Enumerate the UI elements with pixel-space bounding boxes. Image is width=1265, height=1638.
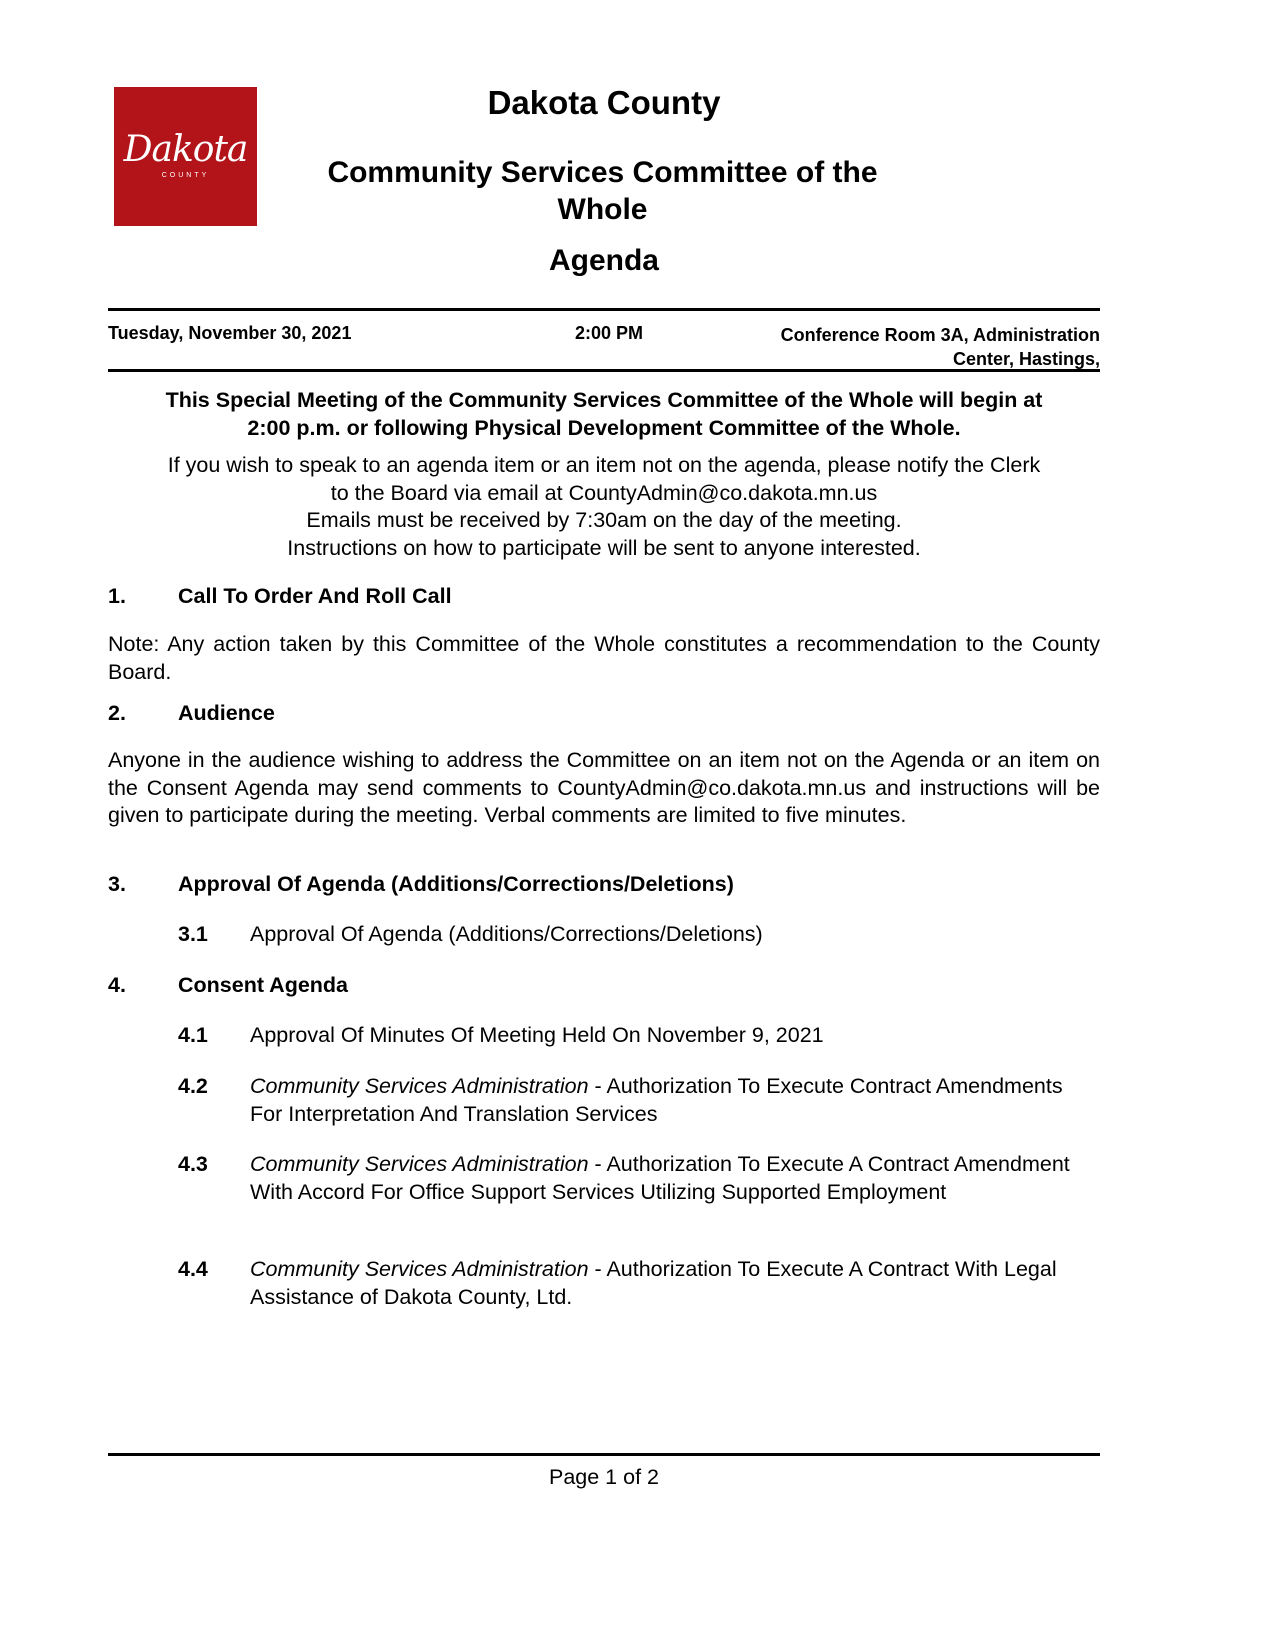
item-dept: Community Services Administration <box>250 1257 589 1281</box>
item-num: 4.2 <box>178 1074 208 1098</box>
meeting-date: Tuesday, November 30, 2021 <box>108 323 352 343</box>
section-num: 4. <box>108 973 126 997</box>
item-num: 4.4 <box>178 1257 208 1281</box>
section-num: 1. <box>108 584 126 608</box>
section-title: Consent Agenda <box>178 973 349 997</box>
section-title: Call To Order And Roll Call <box>178 584 452 608</box>
location-line2: Center, Hastings, <box>952 349 1100 369</box>
item-text <box>250 1151 1100 1206</box>
org-title: Dakota County <box>487 84 721 121</box>
item-dept: Community Services Administration <box>250 1152 589 1176</box>
committee-line1: Community Services Committee of the <box>327 156 878 189</box>
meeting-location <box>781 323 1100 371</box>
instr-line4: Instructions on how to participate will be sent to anyone interested. <box>287 535 921 560</box>
committee-line2: Whole <box>557 193 648 226</box>
header-rule <box>108 308 1100 311</box>
logo-sub: COUNTY <box>161 172 210 179</box>
item-desc: - Authorization To Execute Contract Amendments For Interpretation And Translation Services <box>250 1074 1063 1126</box>
item-text <box>250 1256 1100 1311</box>
section-title: Audience <box>178 701 275 725</box>
logo-script: Dakota <box>123 129 248 170</box>
section-1-body: Note: Any action taken by this Committee of the Whole constitutes a recommendation to the County Board. <box>108 632 1100 684</box>
section-num: 2. <box>108 701 126 725</box>
doc-type: Agenda <box>548 244 659 277</box>
item-desc: - Authorization To Execute A Contract With Legal Assistance of Dakota County, Ltd. <box>250 1257 1057 1309</box>
footer-rule <box>108 1453 1100 1456</box>
instr-line3: Emails must be received by 7:30am on the day of the meeting. <box>306 508 902 532</box>
notice-line2: 2:00 p.m. or following Physical Development Committee of the Whole. <box>247 415 961 440</box>
item-num: 4.1 <box>178 1023 208 1047</box>
item-text: Approval Of Agenda (Additions/Corrections/Deletions) <box>250 922 763 946</box>
instr-line2: to the Board via email at CountyAdmin@co.dakota.mn.us <box>330 480 878 505</box>
special-meeting-notice <box>108 387 1100 442</box>
item-text: Approval Of Minutes Of Meeting Held On November 9, 2021 <box>250 1023 824 1047</box>
section-title: Approval Of Agenda (Additions/Corrections/Deletions) <box>178 872 734 896</box>
item-num: 4.3 <box>178 1152 208 1176</box>
participation-instructions <box>108 452 1100 562</box>
instr-line1: If you wish to speak to an agenda item or an item not on the agenda, please notify the Clerk <box>167 453 1041 477</box>
location-line1: Conference Room 3A, Administration <box>780 325 1100 345</box>
meeting-time: 2:00 PM <box>575 323 644 343</box>
item-dept: Community Services Administration <box>250 1074 589 1098</box>
committee-title <box>160 154 1045 228</box>
section-2-body: Anyone in the audience wishing to address the Committee on an item not on the Agenda or an item on the Consent Agenda may send comments to CountyAdmin@co.dakota.mn.us and instructions will be given to participate during the meeting. Verbal comments are limited to five minutes. <box>108 748 1100 827</box>
page-number: Page 1 of 2 <box>549 1465 659 1489</box>
item-text <box>250 1073 1100 1128</box>
meta-rule <box>108 369 1100 372</box>
item-desc: - Authorization To Execute A Contract Amendment With Accord For Office Support Services Utilizing Supported Employment <box>250 1152 1070 1204</box>
notice-line1: This Special Meeting of the Community Services Committee of the Whole will begin at <box>165 388 1043 412</box>
section-num: 3. <box>108 872 126 896</box>
item-num: 3.1 <box>178 922 208 946</box>
